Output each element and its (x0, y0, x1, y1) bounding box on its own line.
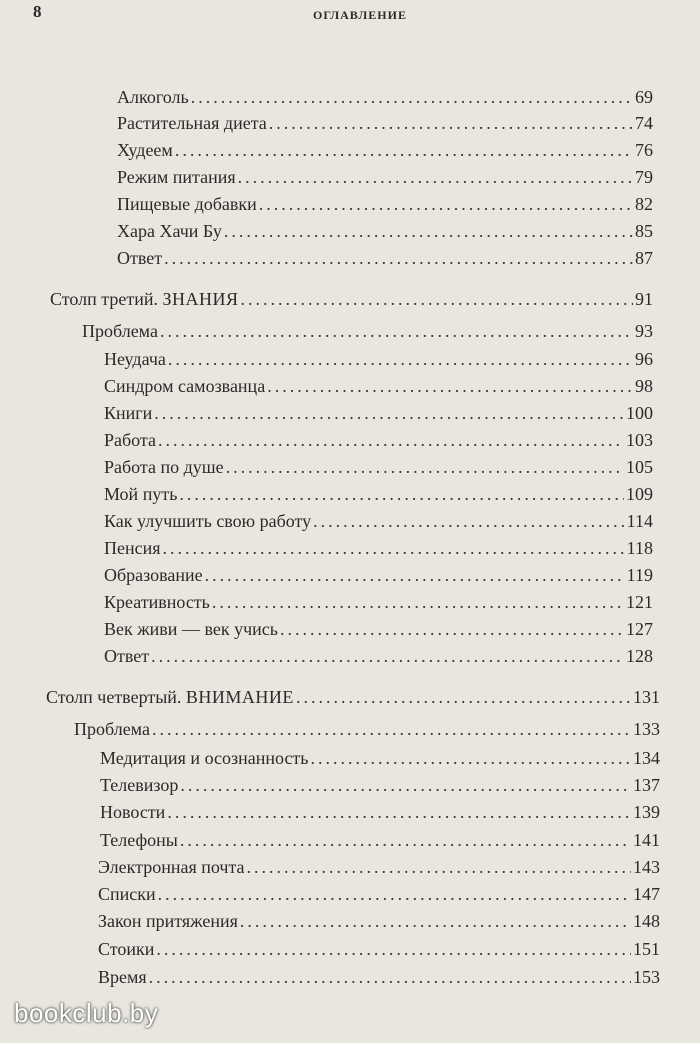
toc-entry-title: Пенсия (104, 538, 161, 558)
toc-entry (98, 908, 660, 934)
toc-entry-title: Худеем (117, 140, 173, 160)
toc-part-label: Столп третий. (50, 289, 158, 309)
toc-entry (104, 643, 653, 669)
toc-leader-dots (158, 881, 631, 907)
toc-leader-dots (311, 745, 631, 771)
toc-entry-title: Время (98, 967, 147, 987)
toc-entry-title: Работа по душе (104, 457, 224, 477)
toc-leader-dots (205, 562, 625, 588)
toc-entry (117, 164, 653, 190)
toc-leader-dots (226, 454, 624, 480)
toc-leader-dots (164, 245, 633, 271)
toc-entry-title: Растительная диета (117, 113, 267, 133)
toc-entry (117, 84, 653, 110)
toc-entry (104, 481, 653, 507)
toc-entry-page: 133 (633, 719, 660, 739)
toc-entry (98, 936, 660, 962)
toc-leader-dots (180, 827, 631, 853)
toc-entry-page: 74 (635, 113, 653, 133)
toc-entry (100, 799, 660, 825)
toc-entry (74, 716, 660, 742)
toc-entry (117, 110, 653, 136)
toc-leader-dots (149, 964, 631, 990)
page-number: 8 (33, 2, 42, 21)
toc-leader-dots (259, 191, 633, 217)
toc-entry-title: Режим питания (117, 167, 236, 187)
toc-entry-title: Медитация и осознанность (100, 748, 309, 768)
toc-entry-page: 143 (633, 857, 660, 877)
toc-entry (104, 562, 653, 588)
toc-part-title (50, 286, 239, 312)
toc-entry (100, 772, 660, 798)
toc-leader-dots (152, 716, 631, 742)
toc-leader-dots (175, 137, 633, 163)
toc-entry (104, 535, 653, 561)
toc-entry (117, 218, 653, 244)
toc-entry-page: 141 (633, 830, 660, 850)
toc-leader-dots (212, 589, 624, 615)
toc-leader-dots (269, 110, 633, 136)
toc-part-entry (46, 684, 660, 710)
toc-entry-title: Списки (98, 884, 156, 904)
toc-entry (104, 427, 653, 453)
toc-entry-page: 98 (635, 376, 653, 396)
toc-entry (104, 589, 653, 615)
toc-entry-title: Хара Хачи Бу (117, 221, 222, 241)
toc-entry-page: 151 (633, 939, 660, 959)
toc-entry-page: 131 (633, 687, 660, 707)
toc-entry-title: Электронная почта (98, 857, 245, 877)
toc-entry-title: Закон притяжения (98, 911, 238, 931)
toc-leader-dots (160, 318, 633, 344)
toc-leader-dots (167, 799, 631, 825)
toc-entry (117, 137, 653, 163)
toc-entry-title: Ответ (104, 646, 150, 666)
toc-entry-page: 139 (633, 802, 660, 822)
toc-entry-page: 100 (626, 403, 653, 423)
toc-entry-page: 128 (626, 646, 653, 666)
toc-entry-title: Неудача (104, 349, 166, 369)
toc-leader-dots (180, 772, 631, 798)
toc-entry (100, 827, 660, 853)
toc-entry-page: 82 (635, 194, 653, 214)
toc-entry-page: 109 (626, 484, 653, 504)
toc-part-title (46, 684, 294, 710)
toc-part-name: ЗНАНИЯ (162, 289, 239, 309)
toc-entry-page: 105 (626, 457, 653, 477)
toc-entry-page: 119 (626, 565, 653, 585)
toc-entry-page: 93 (635, 321, 653, 341)
toc-entry (117, 191, 653, 217)
toc-entry-page: 85 (635, 221, 653, 241)
toc-entry-page: 114 (626, 511, 653, 531)
toc-leader-dots (247, 854, 631, 880)
toc-entry-title: Ответ (117, 248, 163, 268)
toc-entry (104, 616, 653, 642)
toc-part-name: ВНИМАНИЕ (185, 687, 294, 707)
toc-entry-title: Креативность (104, 592, 210, 612)
toc-entry-page: 147 (633, 884, 660, 904)
toc-entry (98, 964, 660, 990)
toc-entry (104, 373, 653, 399)
toc-entry-page: 148 (633, 911, 660, 931)
toc-entry (104, 346, 653, 372)
toc-entry-title: Синдром самозванца (104, 376, 266, 396)
toc-entry-title: Книги (104, 403, 153, 423)
toc-leader-dots (156, 936, 631, 962)
toc-leader-dots (151, 643, 624, 669)
toc-entry-title: Телефоны (100, 830, 178, 850)
toc-entry-title: Проблема (74, 719, 150, 739)
toc-entry-title: Стоики (98, 939, 155, 959)
toc-entry (104, 400, 653, 426)
toc-entry-page: 76 (635, 140, 653, 160)
toc-entry-page: 69 (635, 87, 653, 107)
toc-entry-page: 153 (633, 967, 660, 987)
toc-entry-page: 118 (626, 538, 653, 558)
toc-entry-title: Алкоголь (117, 87, 189, 107)
toc-leader-dots (241, 286, 633, 312)
toc-entry-title: Образование (104, 565, 203, 585)
toc-leader-dots (238, 164, 633, 190)
running-head: ОГЛАВЛЕНИЕ (313, 8, 407, 22)
toc-entry (98, 854, 660, 880)
toc-leader-dots (267, 373, 633, 399)
toc-entry-title: Мой путь (104, 484, 178, 504)
toc-entry-title: Пищевые добавки (117, 194, 257, 214)
toc-entry-title: Век живи — век учись (104, 619, 278, 639)
toc-entry-title: Как улучшить свою работу (104, 511, 312, 531)
toc-entry-page: 121 (626, 592, 653, 612)
toc-leader-dots (154, 400, 624, 426)
toc-leader-dots (296, 684, 631, 710)
toc-leader-dots (179, 481, 624, 507)
watermark-logo: bookclub.by (14, 998, 159, 1028)
toc-entry (82, 318, 653, 344)
toc-entry-page: 134 (633, 748, 660, 768)
toc-entry (100, 745, 660, 771)
toc-leader-dots (240, 908, 631, 934)
toc-entry-title: Работа (104, 430, 156, 450)
toc-part-label: Столп четвертый. (46, 687, 182, 707)
toc-entry (104, 454, 653, 480)
toc-entry-title: Проблема (82, 321, 158, 341)
toc-leader-dots (168, 346, 633, 372)
toc-entry (104, 508, 653, 534)
toc-leader-dots (191, 84, 633, 110)
toc-entry-page: 127 (626, 619, 653, 639)
toc-entry-page: 137 (633, 775, 660, 795)
toc-leader-dots (163, 535, 625, 561)
toc-leader-dots (224, 218, 633, 244)
toc-entry-page: 79 (635, 167, 653, 187)
toc-part-entry (50, 286, 653, 312)
toc-entry (98, 881, 660, 907)
toc-leader-dots (280, 616, 624, 642)
toc-entry-title: Новости (100, 802, 166, 822)
toc-leader-dots (158, 427, 624, 453)
toc-entry-title: Телевизор (100, 775, 179, 795)
toc-entry-page: 91 (635, 289, 653, 309)
toc-leader-dots (313, 508, 624, 534)
toc-entry-page: 96 (635, 349, 653, 369)
toc-entry (117, 245, 653, 271)
toc-entry-page: 103 (626, 430, 653, 450)
toc-entry-page: 87 (635, 248, 653, 268)
